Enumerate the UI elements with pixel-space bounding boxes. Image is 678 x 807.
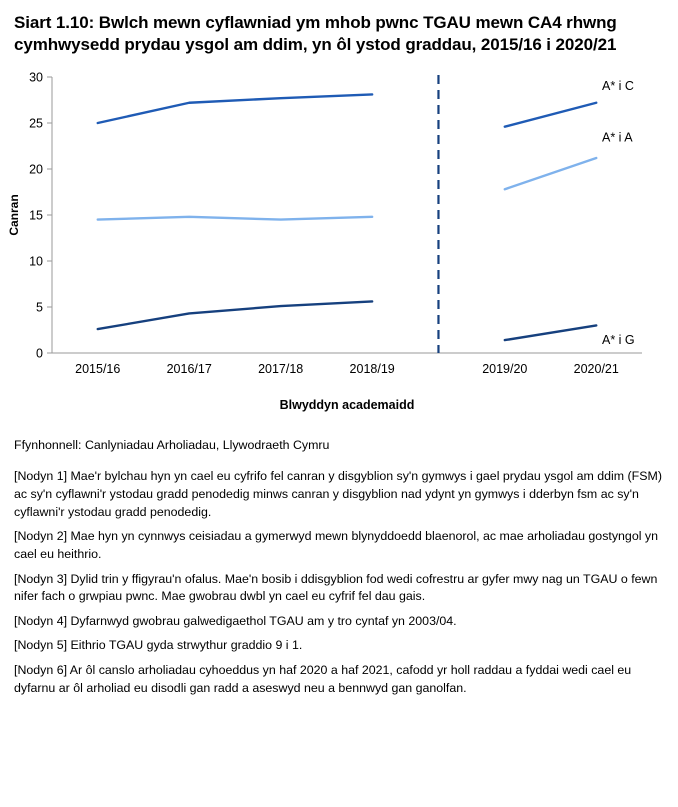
note-paragraph: [Nodyn 5] Eithrio TGAU gyda strwythur graddio 9 i 1. xyxy=(14,638,303,653)
x-tick-label: 2017/18 xyxy=(258,361,304,376)
y-tick-label: 15 xyxy=(29,208,43,223)
series-line-AiA xyxy=(98,217,372,220)
series-line-AiG xyxy=(505,325,596,340)
notes-section xyxy=(0,423,678,697)
x-axis-title: Blwyddyn academaidd xyxy=(279,397,415,412)
line-chart xyxy=(0,63,678,423)
series-label: A* i C xyxy=(602,78,634,93)
y-tick-label: 30 xyxy=(29,70,43,85)
note-paragraph: [Nodyn 1] Mae'r bylchau hyn yn cael eu cyfrifo fel canran y disgyblion sy'n gymwys i gael prydau ysgol am ddim (FSM) ac sy'n cyflawni'r ystodau gradd penodedig minws canran y disgyblion nad ydynt yn gymwys i dderbyn fsm ac sy'n cyflawni'r ystodau gradd penodedig. xyxy=(14,469,662,519)
series-line-AiC xyxy=(98,94,372,123)
note-paragraph: [Nodyn 2] Mae hyn yn cynnwys ceisiadau a gymerwyd mewn blynyddoedd blaenorol, ac mae arholiadau gostyngol yn cael eu heithrio. xyxy=(14,529,658,561)
x-tick-label: 2016/17 xyxy=(166,361,212,376)
source-line: Ffynhonnell: Canlyniadau Arholiadau, Llywodraeth Cymru xyxy=(14,437,330,452)
x-tick-label: 2020/21 xyxy=(573,361,619,376)
series-line-AiG xyxy=(98,301,372,329)
x-tick-label: 2018/19 xyxy=(349,361,395,376)
series-line-AiC xyxy=(505,103,596,127)
series-line-AiA xyxy=(505,158,596,189)
chart-figure xyxy=(0,63,678,423)
notes-list xyxy=(14,468,664,697)
y-axis-title: Canran xyxy=(7,194,21,236)
note-paragraph: [Nodyn 4] Dyfarnwyd gwobrau galwedigaethol TGAU am y tro cyntaf yn 2003/04. xyxy=(14,613,457,628)
note-paragraph: [Nodyn 6] Ar ôl canslo arholiadau cyhoeddus yn haf 2020 a haf 2021, cafodd yr holl raddau a fyddai wedi cael eu dyfarnu ar ôl arholiad eu disodli gan radd a aseswyd neu a bennwyd gan ganolfan. xyxy=(14,662,632,695)
note-paragraph: [Nodyn 3] Dylid trin y ffigyrau'n ofalus. Mae'n bosib i ddisgyblion fod wedi cofrestru ar gyfer mwy nag un TGAU o fewn nifer fach o grwpiau pwnc. Mae gwobrau dwbl yn cael eu cyfrif fel dau gais. xyxy=(14,571,658,604)
page-title: Siart 1.10: Bwlch mewn cyflawniad ym mhob pwnc TGAU mewn CA4 rhwng cymhwysedd prydau ysgol am ddim, yn ôl ystod graddau, 2015/16 i 2020/21 xyxy=(14,13,617,55)
x-tick-label: 2019/20 xyxy=(482,361,528,376)
y-tick-label: 20 xyxy=(29,162,43,177)
y-tick-label: 5 xyxy=(36,300,43,315)
y-tick-label: 0 xyxy=(36,346,43,361)
series-label: A* i A xyxy=(602,130,633,145)
x-tick-label: 2015/16 xyxy=(75,361,121,376)
y-tick-label: 10 xyxy=(29,254,43,269)
y-tick-label: 25 xyxy=(29,116,43,131)
series-label: A* i G xyxy=(602,332,635,347)
